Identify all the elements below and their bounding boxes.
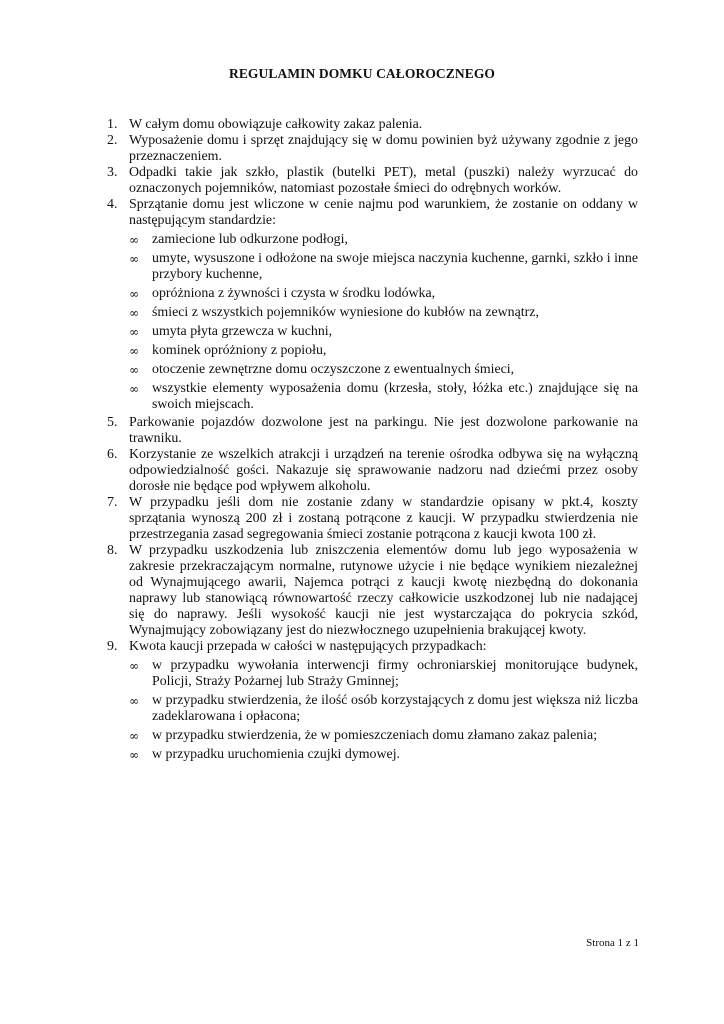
infinity-bullet-icon: ∞ xyxy=(129,748,139,762)
page-number: Strona 1 z 1 xyxy=(586,937,639,949)
rule-item xyxy=(107,133,638,165)
infinity-bullet-icon: ∞ xyxy=(129,287,139,301)
rule-subitem xyxy=(129,324,638,340)
rule-item xyxy=(107,415,638,447)
rule-number: 8. xyxy=(107,543,118,558)
rule-item xyxy=(107,495,638,543)
rule-subitem-text: opróżniona z żywności i czysta w środku lodówka, xyxy=(152,286,436,301)
rule-text: Korzystanie ze wszelkich atrakcji i urządzeń na terenie ośrodka odbywa się na wyłączną odpowiedzialność gości. Nakazuje się sprawowanie nadzoru nad dziećmi przez osoby dorosłe nie będące pod wpływem alkoholu. xyxy=(129,447,638,494)
rule-number: 6. xyxy=(107,447,118,462)
rule-item xyxy=(107,117,638,133)
infinity-bullet-icon: ∞ xyxy=(129,252,139,266)
rule-subitem-text: umyte, wysuszone i odłożone na swoje miejsca naczynia kuchenne, garnki, szkło i inne przybory kuchenne, xyxy=(152,251,638,282)
rule-subitem-text: wszystkie elementy wyposażenia domu (krzesła, stoły, łóżka etc.) znajdujące się na swoich miejscach. xyxy=(152,381,638,412)
rule-subitem xyxy=(129,658,638,690)
rule-subitem-text: otoczenie zewnętrzne domu oczyszczone z ewentualnych śmieci, xyxy=(152,362,515,377)
rule-item xyxy=(107,197,638,413)
rule-item xyxy=(107,543,638,639)
rule-subitem xyxy=(129,251,638,283)
infinity-bullet-icon: ∞ xyxy=(129,729,139,743)
rule-subitem-text: śmieci z wszystkich pojemników wyniesione do kubłów na zewnątrz, xyxy=(152,305,539,320)
rule-subitem-text: kominek opróżniony z popiołu, xyxy=(152,343,327,358)
rule-number: 5. xyxy=(107,415,118,430)
rule-text: Parkowanie pojazdów dozwolone jest na parkingu. Nie jest dozwolone parkowanie na trawniku. xyxy=(129,415,638,446)
infinity-bullet-icon: ∞ xyxy=(129,325,139,339)
rule-subitem-text: umyta płyta grzewcza w kuchni, xyxy=(152,324,333,339)
rule-item xyxy=(107,639,638,763)
infinity-bullet-icon: ∞ xyxy=(129,659,139,673)
rule-text: W przypadku jeśli dom nie zostanie zdany w standardzie opisany w pkt.4, koszty sprzątania wynoszą 200 zł i zostaną potrącone z kaucji. W przypadku stwierdzenia nie przestrzegania zasad segregowania śmieci zostanie potrącona z kaucji kwota 100 zł. xyxy=(129,495,638,542)
rule-text: W przypadku uszkodzenia lub zniszczenia elementów domu lub jego wyposażenia w zakresie przekraczającym normalne, rutynowe użycie i nie będące wynikiem niezależnej od Wynajmującego awarii, Najemca potrąci z kaucji kwotę niezbędną do dokonania naprawy lub stanowiącą równowartość rzeczy całkowicie uszkodzonej lub nie nadającej się do naprawy. Jeśli wysokość kaucji nie jest wystarczająca do pokrycia szkód, Wynajmujący zobowiązany jest do niezwłocznego uzupełnienia brakującej kwoty. xyxy=(129,543,638,638)
rule-subitem xyxy=(129,362,638,378)
rule-text: Wyposażenie domu i sprzęt znajdujący się w domu powinien byż używany zgodnie z jego przeznaczeniem. xyxy=(129,133,638,164)
rule-subitem-text: w przypadku wywołania interwencji firmy ochroniarskiej monitorujące budynek, Policji, Straży Pożarnej lub Straży Gminnej; xyxy=(152,658,638,689)
rule-subitem-text: w przypadku stwierdzenia, że w pomieszczeniach domu złamano zakaz palenia; xyxy=(152,728,598,743)
infinity-bullet-icon: ∞ xyxy=(129,382,139,396)
document-title: REGULAMIN DOMKU CAŁOROCZNEGO xyxy=(228,66,496,81)
rule-text: Sprzątanie domu jest wliczone w cenie najmu pod warunkiem, że zostanie on oddany w następującym standardzie: xyxy=(129,197,638,228)
rule-text: Kwota kaucji przepada w całości w następujących przypadkach: xyxy=(129,639,487,654)
rule-text: Odpadki takie jak szkło, plastik (butelki PET), metal (puszki) należy wyrzucać do oznaczonych pojemników, natomiast pozostałe śmieci do odrębnych worków. xyxy=(129,165,638,196)
rule-text: W całym domu obowiązuje całkowity zakaz palenia. xyxy=(129,117,423,132)
rule-number: 9. xyxy=(107,639,118,654)
infinity-bullet-icon: ∞ xyxy=(129,233,139,247)
rule-number: 7. xyxy=(107,495,118,510)
rule-number: 2. xyxy=(107,133,118,148)
rule-subitem xyxy=(129,728,638,744)
rule-subitem-text: w przypadku uruchomienia czujki dymowej. xyxy=(152,747,401,762)
rule-subitem-text: zamiecione lub odkurzone podłogi, xyxy=(152,232,348,247)
rule-item xyxy=(107,447,638,495)
rule-subitem xyxy=(129,693,638,725)
infinity-bullet-icon: ∞ xyxy=(129,306,139,320)
rule-number: 4. xyxy=(107,197,118,212)
infinity-bullet-icon: ∞ xyxy=(129,363,139,377)
rule-subitem xyxy=(129,232,638,248)
rule-number: 3. xyxy=(107,165,118,180)
rule-item xyxy=(107,165,638,197)
rule-subitem xyxy=(129,305,638,321)
rule-subitem-text: w przypadku stwierdzenia, że ilość osób korzystających z domu jest większa niż liczba zadeklarowana i opłacona; xyxy=(152,693,638,724)
rule-subitem xyxy=(129,343,638,359)
rule-number: 1. xyxy=(107,117,118,132)
infinity-bullet-icon: ∞ xyxy=(129,694,139,708)
infinity-bullet-icon: ∞ xyxy=(129,344,139,358)
rule-subitem xyxy=(129,286,638,302)
rules-list xyxy=(107,117,638,765)
rule-subitem xyxy=(129,747,638,763)
rule-subitem xyxy=(129,381,638,413)
